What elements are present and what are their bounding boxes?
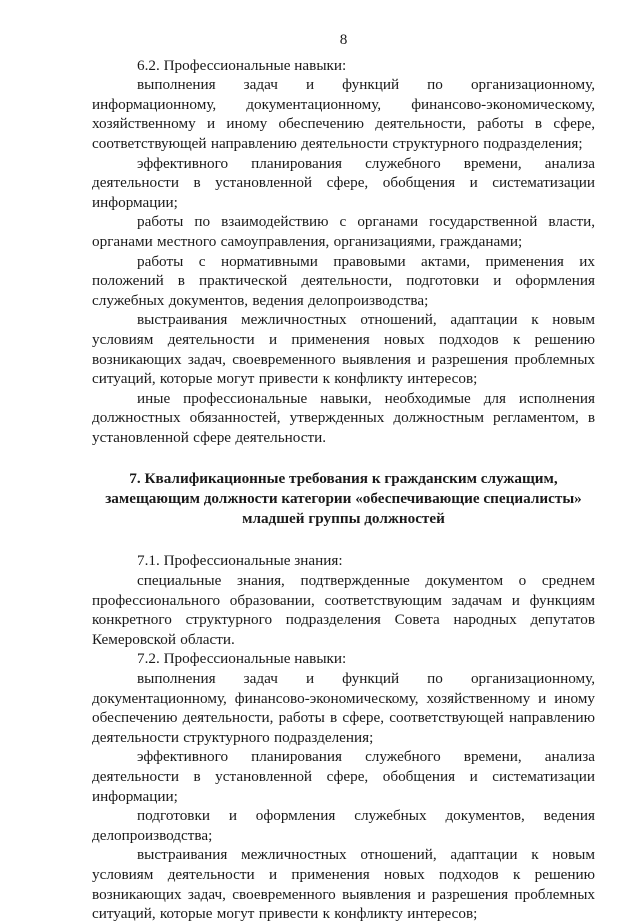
section-7-title <box>92 469 595 529</box>
skill-7-2-item-3: подготовки и оформления служебных документов, ведения делопроизводства; <box>92 807 595 844</box>
skill-6-2-item-6: иные профессиональные навыки, необходимые для исполнения должностных обязанностей, утвержденных должностным регламентом, в установленной сфере деятельности. <box>92 389 595 446</box>
section-7-title-line-1: 7. Квалификационные требования к гражданским служащим, <box>129 470 558 488</box>
section-7-title-line-3: младшей группы должностей <box>242 510 445 528</box>
document-page <box>92 30 595 924</box>
skill-6-2-item-3: работы по взаимодействию с органами государственной власти, органами местного самоуправления, организациями, гражданами; <box>92 213 595 250</box>
section-7-title-line-2: замещающим должности категории «обеспечивающие специалисты» <box>105 490 582 508</box>
skill-6-2-item-1: выполнения задач и функций по организационному, информационному, документационному, финансово-экономическому, хозяйственному и иному обеспечению деятельности, работы в сфере, соответствующей направлению деятельности структурного подразделения; <box>92 76 595 152</box>
skill-7-2-item-2: эффективного планирования служебного времени, анализа деятельности в установленной сфере, обобщения и систематизации информации; <box>92 748 595 805</box>
page-number: 8 <box>339 31 348 48</box>
skill-7-2-item-1: выполнения задач и функций по организационному, документационному, финансово-экономическому, хозяйственному и иному обеспечению деятельности, работы в сфере, соответствующей направлению деятельности структурного подразделения; <box>92 670 595 746</box>
subsection-7-1-heading: 7.1. Профессиональные знания: <box>137 552 343 570</box>
skill-6-2-item-5: выстраивания межличностных отношений, адаптации к новым условиям деятельности и применения новых подходов к решению возникающих задач, своевременного выявления и разрешения проблемных ситуаций, которые могут привести к конфликту интересов; <box>92 311 595 388</box>
subsection-6-2-heading: 6.2. Профессиональные навыки: <box>137 56 347 74</box>
skill-6-2-item-4: работы с нормативными правовыми актами, применения их положений в практической деятельности, подготовки и оформления служебных документов, ведения делопроизводства; <box>92 252 595 309</box>
knowledge-7-1-text: специальные знания, подтвержденные документом о среднем профессионального образовании, соответствующим задачам и функциям конкретного структурного подразделения Совета народных депутатов Кемеровской области. <box>92 572 595 648</box>
subsection-7-2-heading: 7.2. Профессиональные навыки: <box>137 650 347 668</box>
skill-7-2-item-4: выстраивания межличностных отношений, адаптации к новым условиям деятельности и применения новых подходов к решению возникающих задач, своевременного выявления и разрешения проблемных ситуаций, которые могут привести к конфликту интересов; <box>92 846 595 923</box>
skill-6-2-item-2: эффективного планирования служебного времени, анализа деятельности в установленной сфере, обобщения и систематизации информации; <box>92 154 595 211</box>
